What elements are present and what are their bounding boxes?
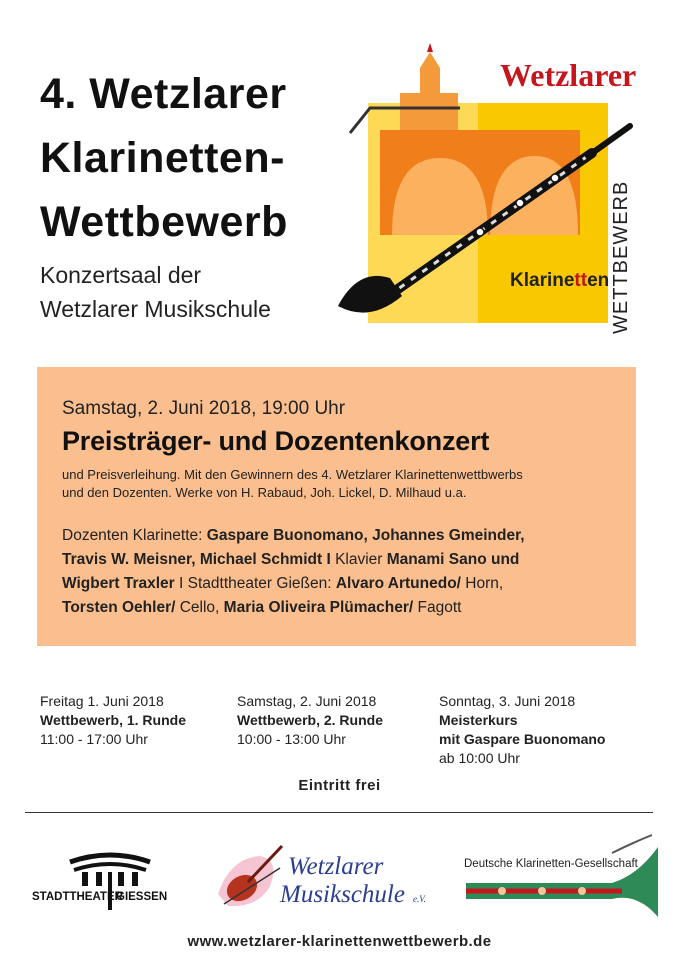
venue-line: Wetzlarer Musikschule <box>40 296 271 322</box>
schedule-day <box>40 692 186 749</box>
cathedral-spire <box>427 43 433 52</box>
schedule-event: Meisterkurs <box>439 712 518 728</box>
schedule-date: Sonntag, 3. Juni 2018 <box>439 693 576 709</box>
school-suffix: e.V. <box>413 894 426 904</box>
title-line: Klarinetten- <box>40 134 285 182</box>
schedule-date: Freitag 1. Juni 2018 <box>40 693 164 709</box>
schedule-time: ab 10:00 Uhr <box>439 750 520 766</box>
logo-word-wettbewerb: WETTBEWERB <box>610 180 632 334</box>
logo-word-klarinetten: Klarinetten <box>510 270 610 291</box>
venue <box>40 258 330 326</box>
schedule-time: 11:00 - 17:00 Uhr <box>40 731 148 747</box>
society-name: Deutsche Klarinetten-Gesellschaft <box>464 858 638 870</box>
concert-description <box>62 466 622 502</box>
title-line: 4. Wetzlarer <box>40 70 287 118</box>
schedule-event: Wettbewerb, 2. Runde <box>237 712 383 728</box>
musikschule-logo <box>210 838 440 916</box>
stadttheater-logo <box>30 848 190 910</box>
violin-icon <box>218 846 282 906</box>
concert-title: Preisträger- und Dozentenkonzert <box>62 426 490 456</box>
performers-line: Wigbert Traxler I Stadttheater Gießen: Alvaro Artunedo/ Horn, <box>62 575 504 592</box>
performers-line: Torsten Oehler/ Cello, Maria Oliveira Plümacher/ Fagott <box>62 599 462 616</box>
website-url[interactable]: www.wetzlarer-klarinettenwettbewerb.de <box>187 933 492 950</box>
schedule-event-detail: mit Gaspare Buonomano <box>439 731 606 747</box>
clarinet-bell-icon <box>466 835 658 917</box>
poster-title <box>40 62 330 254</box>
klarinetten-gesellschaft-logo <box>462 833 662 921</box>
performers-line: Travis W. Meisner, Michael Schmidt I Klavier Manami Sano und <box>62 551 520 568</box>
venue-line: Konzertsaal der <box>40 262 202 288</box>
description-line: und Preisverleihung. Mit den Gewinnern des 4. Wetzlarer Klarinettenwettbwerbs <box>62 467 523 482</box>
school-word-1: Wetzlarer <box>288 853 384 880</box>
divider <box>25 812 653 813</box>
competition-logo <box>330 38 670 338</box>
theater-city: GIESSEN <box>116 891 168 903</box>
schedule-day <box>237 692 383 749</box>
concert-performers <box>62 524 628 620</box>
cathedral-tower <box>400 52 458 130</box>
theater-name: STADTTHEATER <box>32 891 123 903</box>
schedule-date: Samstag, 2. Juni 2018 <box>237 693 377 709</box>
schedule-day <box>439 692 605 768</box>
schedule-event: Wettbewerb, 1. Runde <box>40 712 186 728</box>
concert-date: Samstag, 2. Juni 2018, 19:00 Uhr <box>62 398 346 419</box>
logo-word-wetzlarer: Wetzlarer <box>500 57 637 93</box>
title-line: Wettbewerb <box>40 198 288 246</box>
schedule-time: 10:00 - 13:00 Uhr <box>237 731 346 747</box>
school-word-2: Musikschule <box>280 881 405 908</box>
performers-line: Dozenten Klarinette: Gaspare Buonomano, Johannes Gmeinder, <box>62 527 525 544</box>
description-line: und den Dozenten. Werke von H. Rabaud, Joh. Lickel, D. Milhaud u.a. <box>62 485 467 500</box>
admission-note: Eintritt frei <box>298 777 381 794</box>
